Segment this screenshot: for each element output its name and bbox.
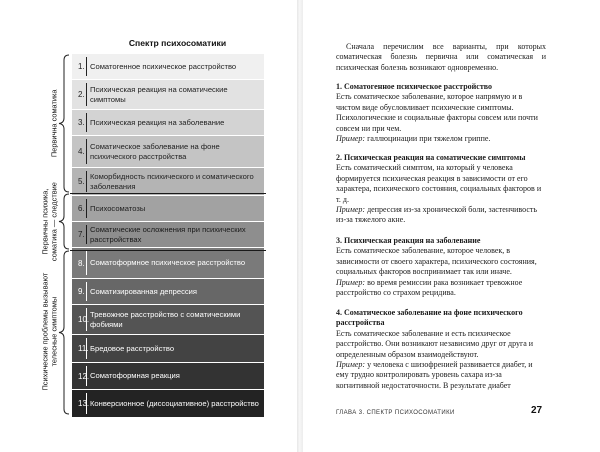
spectrum-rows <box>72 54 264 418</box>
row-separator <box>86 338 87 359</box>
section-example: Пример: у человека с шизофренией развивается диабет, и ему трудно контролировать уровень сахара из-за когнитивной недостаточности. В результате диабет <box>336 360 533 390</box>
row-separator <box>86 199 87 218</box>
row-number: 7. <box>78 230 85 239</box>
section-example: Пример: во время ремиссии рака возникает тревожное расстройство со страхом рецидива. <box>336 277 523 298</box>
spectrum-row-1 <box>72 54 264 80</box>
page-number: 27 <box>531 405 543 416</box>
row-separator <box>86 139 87 164</box>
group-label-primary-somatic: Первична соматика <box>49 89 59 158</box>
spectrum-row-10 <box>72 305 264 335</box>
row-separator <box>86 225 87 244</box>
spectrum-row-7 <box>72 222 264 248</box>
row-text: Соматизированная депрессия <box>90 286 198 296</box>
spectrum-row-3 <box>72 110 264 136</box>
running-footer: ГЛАВА 3. СПЕКТР ПСИХОСОМАТИКИ <box>336 410 455 416</box>
section-1 <box>336 82 546 144</box>
section-2 <box>336 153 546 226</box>
section-heading: 1. Соматогенное психическое расстройство <box>336 82 493 91</box>
brace-group-3 <box>58 250 70 415</box>
section-body: Есть соматический симптом, на который у человека формируется психическая реакция в зависимости от его характера, психического состояния, социальных факторов и т. д. <box>336 163 542 204</box>
row-separator <box>86 83 87 106</box>
section-heading: 4. Соматическое заболевание на фоне психического расстройства <box>336 308 523 328</box>
row-number: 10. <box>78 315 90 324</box>
row-number: 5. <box>78 177 85 186</box>
row-text: Конверсионное (диссоциативное) расстройство <box>90 398 259 408</box>
spectrum-row-6 <box>72 196 264 222</box>
row-text: Коморбидность психического и соматического заболевания <box>90 172 254 191</box>
brace-group-2 <box>58 193 70 250</box>
row-separator <box>86 57 87 76</box>
row-text: Соматоформное психическое расстройство <box>90 258 246 268</box>
left-page <box>0 0 297 452</box>
section-body: Есть соматическое заболевание и есть психическое расстройство. Они возникают независимо друг от друга и определенным образом взаимодействуют. <box>336 328 534 359</box>
brace-group-1 <box>58 54 70 193</box>
intro-paragraph: Сначала перечислим все варианты, при которых соматическая болезнь первична или соматическая и психическая болезнь возникают одновременно. <box>336 42 546 72</box>
row-text: Соматическое заболевание на фоне психического расстройства <box>90 142 220 161</box>
row-number: 3. <box>78 118 85 127</box>
section-4 <box>336 308 546 391</box>
section-example: Пример: галлюцинации при тяжелом гриппе. <box>336 134 491 144</box>
spectrum-row-5 <box>72 168 264 196</box>
group-divider-1 <box>70 193 266 194</box>
section-body: Есть соматическое заболевание, которое напрямую и в чистом виде обусловливает психические симптомы. Психологические и социальные факторы совсем или почти совсем ни при чем. <box>336 92 538 133</box>
row-separator <box>86 251 87 275</box>
right-page <box>303 0 600 452</box>
row-number: 11. <box>78 344 89 353</box>
spectrum-row-11 <box>72 335 264 363</box>
row-separator <box>86 393 87 414</box>
row-text: Тревожное расстройство с соматическими фобиями <box>90 310 241 329</box>
spectrum-row-8 <box>72 248 264 279</box>
row-separator <box>86 282 87 301</box>
spectrum-row-13 <box>72 390 264 418</box>
row-number: 12. <box>78 371 90 381</box>
row-text: Психическая реакция на соматические симптомы <box>90 85 228 104</box>
section-heading: 3. Психическая реакция на заболевание <box>336 236 481 245</box>
spectrum-row-9 <box>72 279 264 305</box>
spectrum-row-12 <box>72 363 264 390</box>
row-separator <box>86 171 87 192</box>
spectrum-row-4 <box>72 136 264 168</box>
row-text: Психическая реакция на заболевание <box>90 117 225 127</box>
row-number: 4. <box>78 147 85 156</box>
row-text: Соматические осложнения при психических расстройствах <box>90 225 246 244</box>
section-heading: 2. Психическая реакция на соматические симптомы <box>336 153 526 162</box>
row-number: 6. <box>78 204 85 213</box>
diagram-title: Спектр психосоматики <box>128 38 227 48</box>
group-divider-2 <box>70 250 266 251</box>
row-text: Соматоформная реакция <box>90 371 180 381</box>
row-separator <box>86 308 87 331</box>
row-separator <box>86 366 87 386</box>
row-number: 1. <box>78 62 85 71</box>
section-example: Пример: депрессия из-за хронической боли, застенчивость из-за тяжелого акне. <box>336 205 538 225</box>
row-text: Соматогенное психическое расстройство <box>90 61 237 71</box>
row-text: Психосоматозы <box>90 203 146 213</box>
row-number: 2. <box>78 90 85 99</box>
row-separator <box>86 113 87 132</box>
row-text: Бредовое расстройство <box>90 343 175 353</box>
section-3 <box>336 236 546 298</box>
section-body: Есть соматическое заболевание, которое человек, в зависимости от своего характера, психического состояния, социальных факторов воспринимает так или иначе. <box>336 246 537 277</box>
row-number: 13. <box>78 399 90 408</box>
group-label-psychic-problems: Психические проблемы вызывают телесные симптомы <box>40 272 58 391</box>
row-number: 9. <box>78 287 85 296</box>
row-number: 8. <box>78 258 85 268</box>
group-label-primary-psyche: Первичны психика, соматика — следствие <box>40 182 58 262</box>
spectrum-row-2 <box>72 80 264 110</box>
